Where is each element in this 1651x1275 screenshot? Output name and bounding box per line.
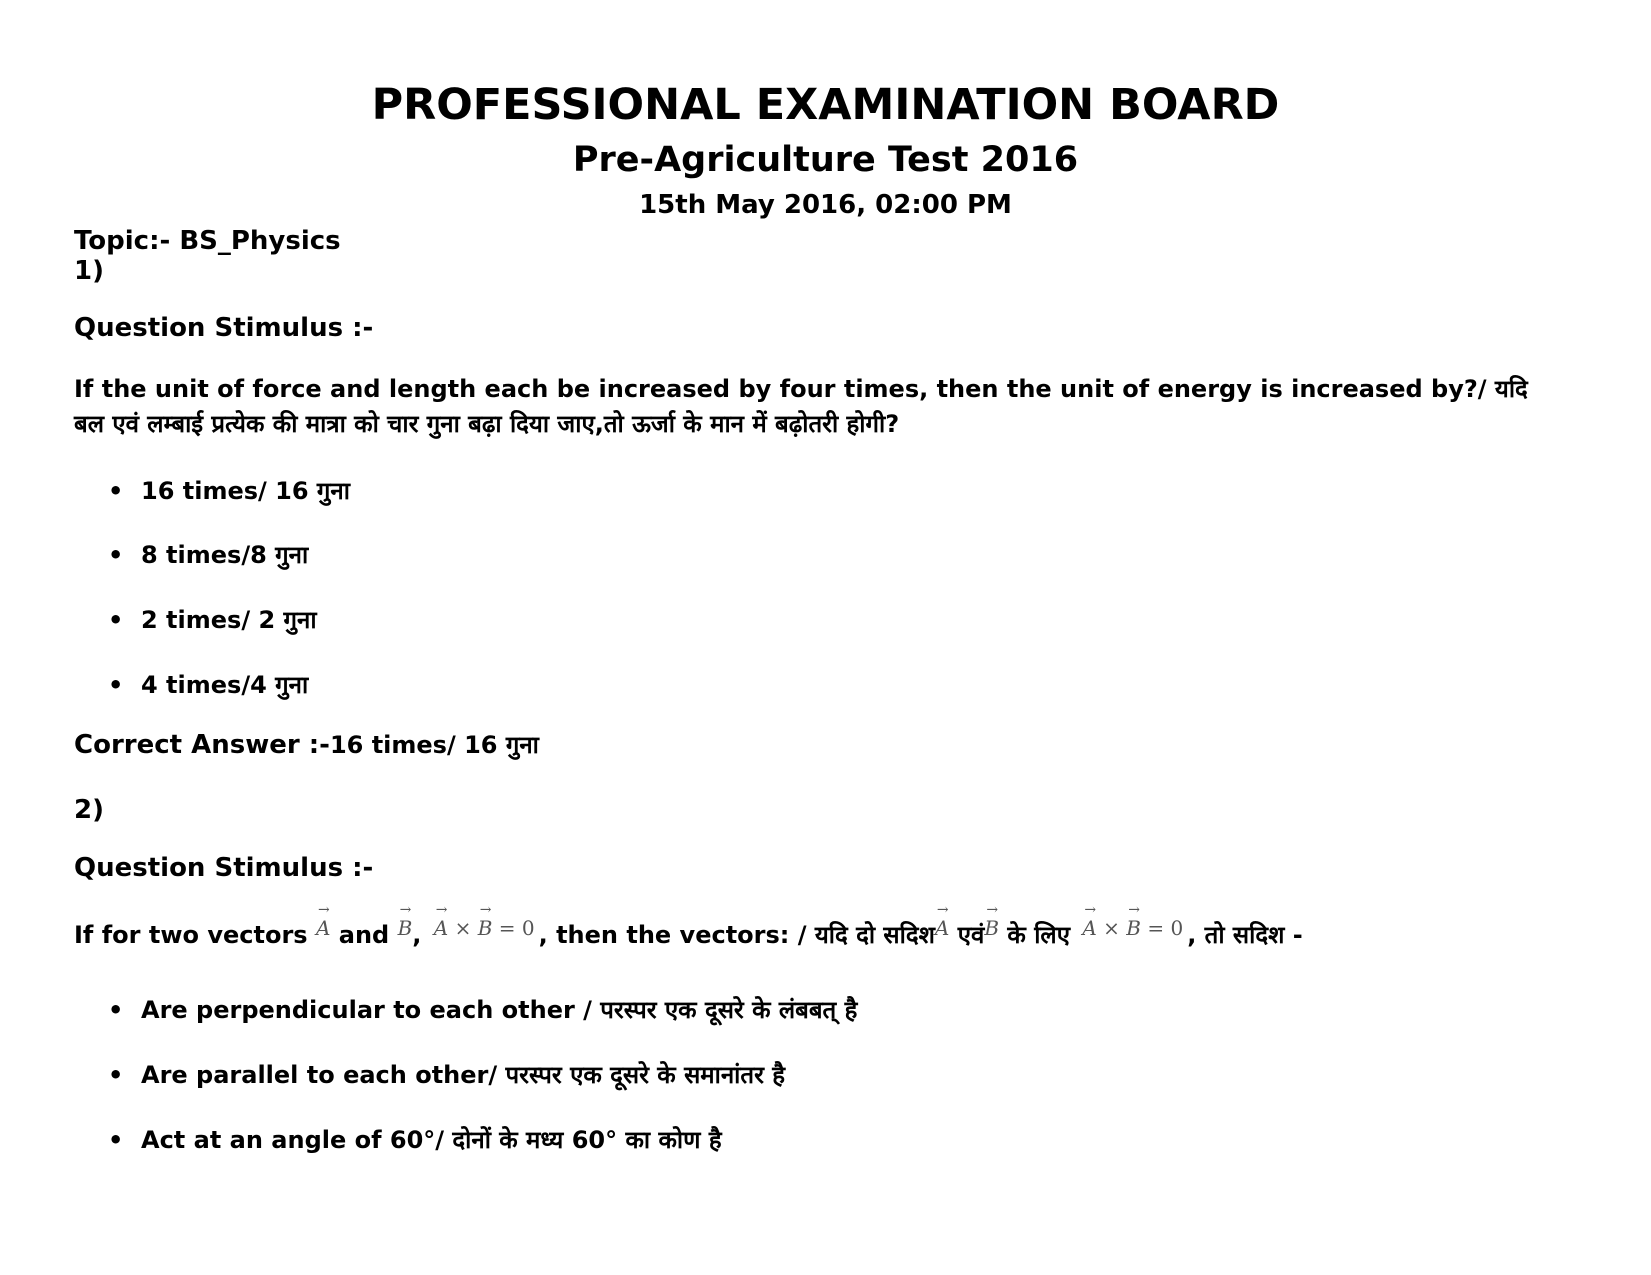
question-stimulus-label: Question Stimulus :-	[74, 853, 374, 883]
cross-product-equation	[434, 910, 535, 940]
option-item	[108, 993, 857, 1026]
stimulus-text: के लिए	[1007, 921, 1070, 949]
stimulus-text: एवं	[957, 921, 985, 949]
stimulus-text: , then the vectors: / यदि दो सदिश	[538, 921, 935, 949]
topic-label: Topic:- BS_Physics	[74, 226, 341, 256]
correct-answer	[74, 728, 539, 761]
exam-title: Pre-Agriculture Test 2016	[572, 140, 1079, 180]
option-text: 16 times/ 16 गुना	[141, 477, 350, 505]
board-title: PROFESSIONAL EXAMINATION BOARD	[371, 80, 1280, 130]
stimulus-text: and	[338, 921, 390, 949]
equals-zero: = 0	[1147, 916, 1184, 940]
stimulus-text: ,	[412, 921, 422, 949]
vector-b: → B	[984, 910, 999, 940]
option-text: Act at an angle of 60°/ दोनों के मध्य 60° का कोण है	[141, 1126, 722, 1154]
option-item	[108, 1123, 722, 1156]
vector-a: → A	[935, 910, 949, 940]
option-item	[108, 474, 350, 507]
question-stimulus-text	[74, 910, 1303, 951]
times-symbol: ×	[1103, 916, 1120, 940]
exam-datetime: 15th May 2016, 02:00 PM	[639, 190, 1012, 220]
cross-product-equation	[1082, 910, 1183, 940]
vector-a: → A	[434, 910, 448, 940]
stimulus-text: , तो सदिश -	[1187, 921, 1303, 949]
question-number: 2)	[74, 795, 104, 825]
stimulus-line: If the unit of force and length each be increased by four times, then the unit of energy is increased by?/ यदि	[74, 375, 1528, 403]
bullet-icon: •	[108, 996, 124, 1024]
option-item	[108, 1058, 785, 1091]
stimulus-text: If for two vectors	[74, 921, 308, 949]
option-item	[108, 668, 308, 701]
option-item	[108, 538, 308, 571]
times-symbol: ×	[454, 916, 472, 940]
correct-answer-value: 16 times/ 16 गुना	[329, 731, 539, 759]
option-text: Are perpendicular to each other / परस्पर एक दूसरे के लंबबत् है	[141, 996, 858, 1024]
bullet-icon: •	[108, 541, 124, 569]
stimulus-line: बल एवं लम्बाई प्रत्येक की मात्रा को चार गुना बढ़ा दिया जाए,तो ऊर्जा के मान में बढ़ोतरी होगी?	[74, 410, 900, 438]
option-text: 4 times/4 गुना	[141, 671, 309, 699]
vector-b: → B	[1126, 910, 1141, 940]
option-text: 8 times/8 गुना	[141, 541, 309, 569]
vector-a: → A	[1082, 910, 1096, 940]
equals-zero: = 0	[498, 916, 535, 940]
bullet-icon: •	[108, 1061, 124, 1089]
question-number: 1)	[74, 256, 104, 286]
option-text: Are parallel to each other/ परस्पर एक दूसरे के समानांतर है	[141, 1061, 785, 1089]
bullet-icon: •	[108, 606, 124, 634]
vector-b: → B	[398, 910, 413, 940]
bullet-icon: •	[108, 671, 124, 699]
option-item	[108, 603, 317, 636]
vector-b: → B	[478, 910, 493, 940]
bullet-icon: •	[108, 1126, 124, 1154]
option-text: 2 times/ 2 गुना	[141, 606, 317, 634]
correct-answer-label: Correct Answer :-	[74, 730, 330, 760]
vector-a: → A	[316, 910, 330, 940]
question-stimulus-label: Question Stimulus :-	[74, 313, 374, 343]
bullet-icon: •	[108, 477, 124, 505]
question-stimulus-text	[74, 372, 1574, 442]
